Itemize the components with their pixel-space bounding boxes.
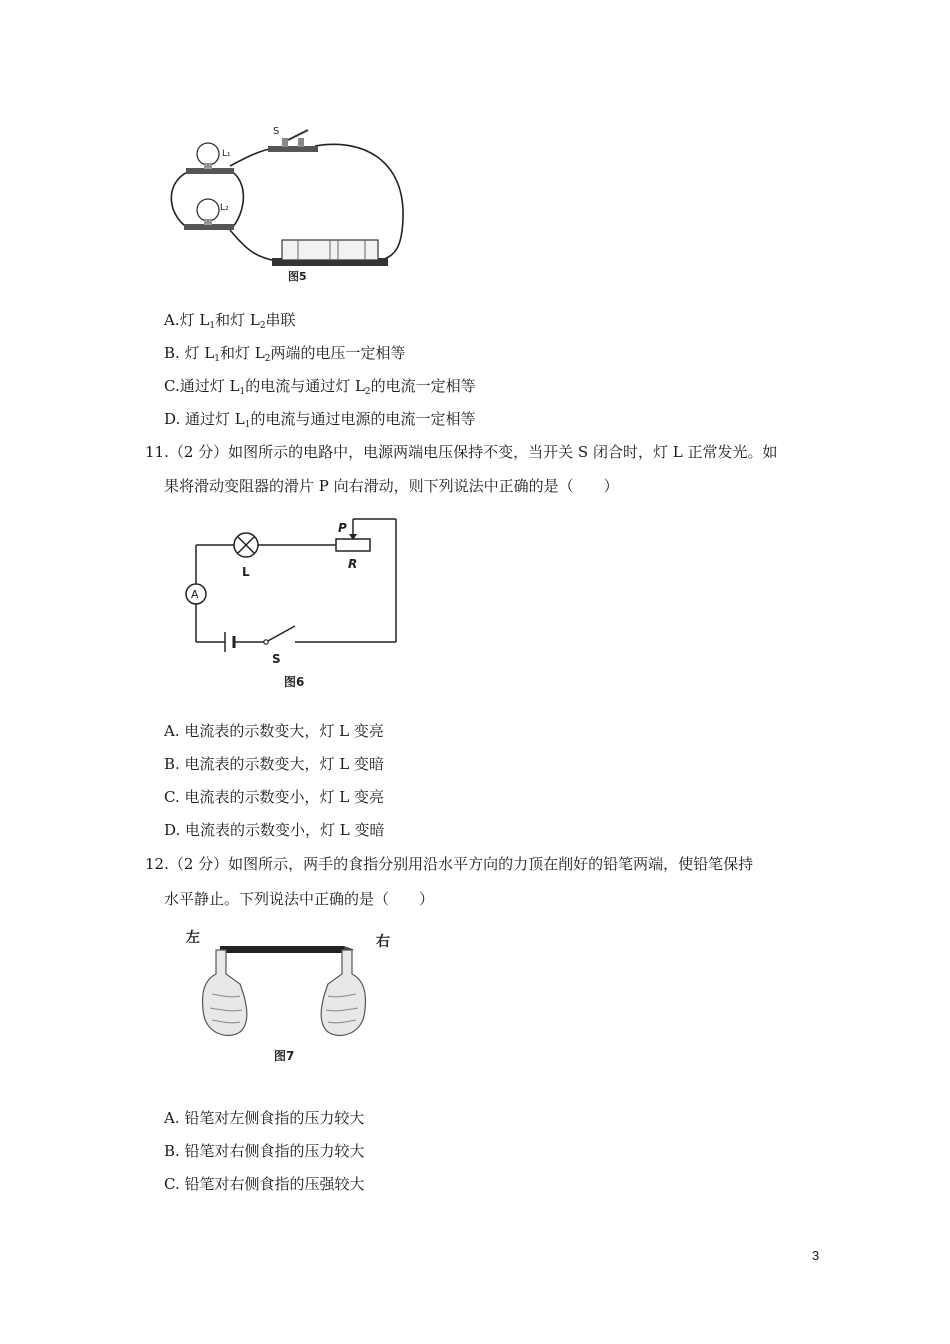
q10-option-d: D. 通过灯 $L_1$的电流与通过电源的电流一定相等 [164, 410, 476, 430]
q10-option-a: A.灯 $L_1$和灯 $L_2$串联 [164, 311, 296, 331]
q11-option-a: A. 电流表的示数变大，灯 L 变亮 [164, 722, 384, 740]
q11-option-b: B. 电流表的示数变大，灯 L 变暗 [164, 755, 385, 773]
q11-stem-line1: 11.（2 分）如图所示的电路中，电源两端电压保持不变，当开关 S 闭合时，灯 L 正常发光。如 [145, 443, 778, 461]
left-label: 左 [186, 930, 200, 946]
figure-6-circuit [178, 512, 403, 697]
figure-7-pencil-fingers [182, 924, 402, 1072]
q10-option-c: C.通过灯 $L_1$的电流与通过灯 $L_2$的电流一定相等 [164, 377, 476, 397]
lamp2-label: L₂ [220, 203, 229, 213]
resistor-label: R [348, 557, 358, 571]
switch-s-label: S [272, 652, 281, 666]
switch-label: S [273, 126, 280, 137]
q11-option-d: D. 电流表的示数变小，灯 L 变暗 [164, 821, 385, 839]
q12-option-a: A. 铅笔对左侧食指的压力较大 [164, 1109, 365, 1127]
q12-option-c: C. 铅笔对右侧食指的压强较大 [164, 1175, 365, 1193]
lamp1-label: L₁ [222, 149, 231, 159]
lamp-label: L [242, 565, 250, 579]
right-label: 右 [376, 934, 390, 950]
q12-stem-line1: 12.（2 分）如图所示，两手的食指分别用沿水平方向的力顶在削好的铅笔两端，使铅笔保持 [145, 855, 754, 873]
ammeter-label: A [191, 588, 199, 601]
figure-5-caption: 图5 [288, 270, 307, 283]
slider-label: P [338, 521, 347, 535]
figure-5-circuit [160, 118, 410, 288]
q11-option-c: C. 电流表的示数变小，灯 L 变亮 [164, 788, 384, 806]
page-number: 3 [812, 1248, 820, 1263]
figure-6-caption: 图6 [284, 675, 305, 689]
q11-stem-line2: 果将滑动变阻器的滑片 P 向右滑动，则下列说法中正确的是（ ） [164, 477, 619, 495]
figure-7-caption: 图7 [274, 1049, 295, 1063]
q10-option-b: B. 灯 $L_1$和灯 $L_2$两端的电压一定相等 [164, 344, 406, 364]
q12-stem-line2: 水平静止。下列说法中正确的是（ ） [164, 890, 435, 908]
q12-option-b: B. 铅笔对右侧食指的压力较大 [164, 1142, 365, 1160]
